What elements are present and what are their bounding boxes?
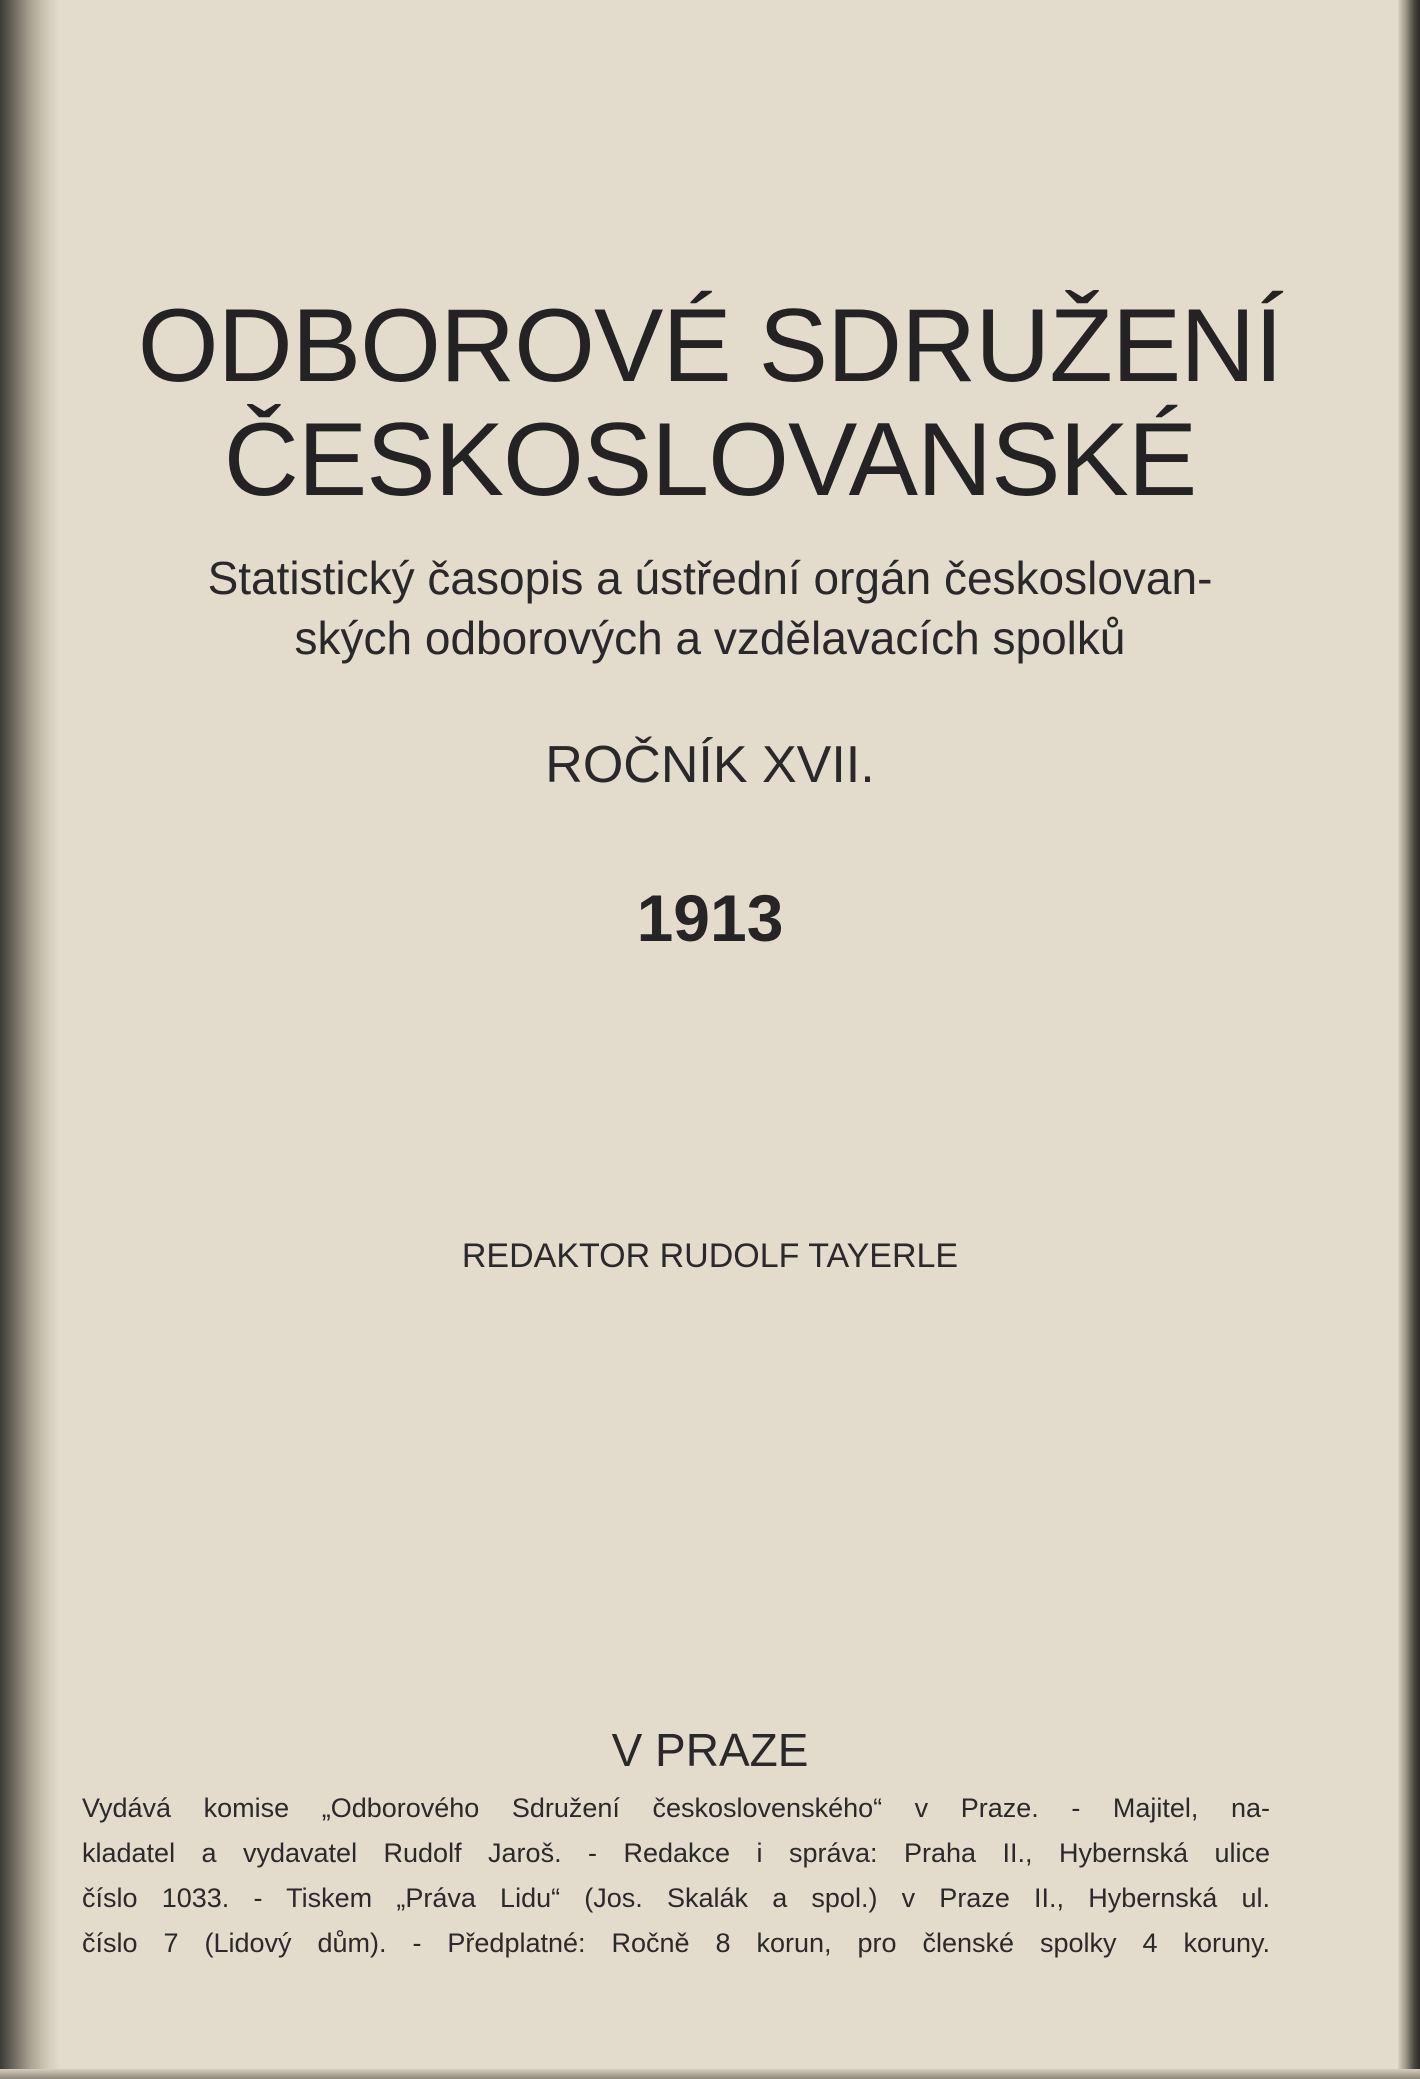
volume-label: ROČNÍK XVII. xyxy=(545,736,875,794)
subtitle xyxy=(0,548,1420,668)
imprint-line: číslo 7 (Lidový dům). - Předplatné: Ročně 8 korun, pro členské spolky 4 koruny. xyxy=(82,1928,1270,1958)
title-line-2: ČESKOSLOVANSKÉ xyxy=(223,402,1197,518)
place-label: V PRAZE xyxy=(611,1724,809,1776)
subtitle-line-2: ských odborových a vzdělavacích spolků xyxy=(294,612,1126,664)
imprint-line: číslo 1033. - Tiskem „Práva Lidu“ (Jos. Skalák a spol.) v Praze II., Hybernská ul. xyxy=(82,1883,1270,1913)
editor-label: REDAKTOR RUDOLF TAYERLE xyxy=(461,1237,959,1275)
year-label: 1913 xyxy=(636,881,784,955)
imprint-line: kladatel a vydavatel Rudolf Jaroš. - Redakce i správa: Praha II., Hybernská ulice xyxy=(82,1838,1270,1868)
imprint-block xyxy=(82,1786,1270,1966)
imprint-line: Vydává komise „Odborového Sdružení československého“ v Praze. - Majitel, na- xyxy=(82,1793,1270,1823)
subtitle-line-1: Statistický časopis a ústřední orgán českoslovan- xyxy=(207,552,1213,604)
page-edge-bottom xyxy=(0,2069,1420,2079)
title-line-1: ODBOROVÉ SDRUŽENÍ xyxy=(137,288,1283,404)
